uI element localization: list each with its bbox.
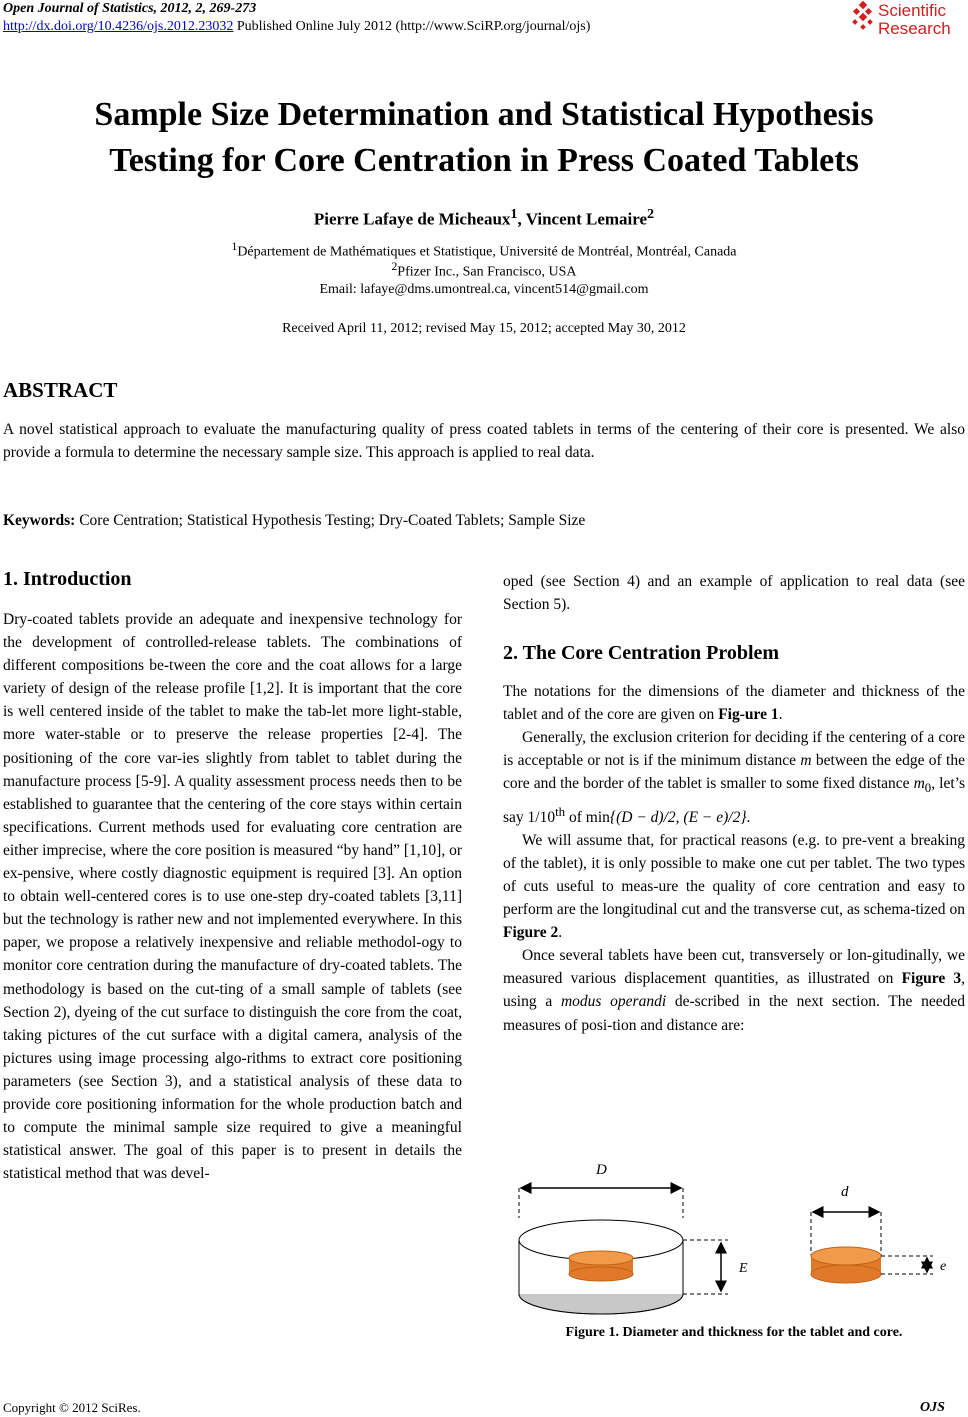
journal-header — [3, 1, 256, 17]
affiliation-2 — [0, 260, 968, 281]
s2-paragraph-2 — [503, 726, 965, 829]
s2-p3-text: We will assume that, for practical reasons (e.g. to pre-vent a breaking of the tablet), it is only possible to make one cut per tablet. The two types of cuts useful to meas-ure the quality of core centration and easy to perform are the longitudinal cut and the transverse cut, as schema-tized on — [503, 831, 965, 919]
modus-operandi: modus operandi — [560, 993, 667, 1011]
th-sup: th — [555, 803, 566, 819]
aff2-sup: 2 — [391, 260, 398, 273]
paper-title — [0, 92, 968, 184]
email: Email: lafaye@dms.umontreal.ca, vincent514@gmail.com — [319, 282, 649, 297]
section-2-body — [503, 680, 965, 1037]
published-info: Published Online July 2012 (http://www.SciRP.org/journal/ojs) — [233, 19, 591, 34]
s2-paragraph-4 — [503, 944, 965, 1036]
logo-text-scientific: Scientific — [878, 1, 947, 20]
label-D: D — [596, 1162, 607, 1178]
affiliation-1 — [0, 240, 968, 261]
keywords-label: Keywords: — [3, 512, 76, 529]
s2-p4-text-b: , using a — [503, 970, 966, 1011]
author-2: Vincent Lemaire — [525, 209, 648, 229]
s2-p4-text-c: de-scribed in the next section. The needed measures of posi-tion and distance are: — [503, 993, 966, 1034]
keywords — [3, 512, 585, 530]
aff1-text: Département de Mathématiques et Statistique, Université de Montréal, Montréal, Canada — [237, 244, 737, 260]
journal-abbr: OJS — [920, 1400, 945, 1415]
aff1-sup: 1 — [231, 240, 238, 253]
s2-p2-text-d: of min — [565, 808, 610, 826]
s2-p1-text: The notations for the dimensions of the diameter and thickness of the tablet and of the core are given on — [503, 683, 965, 724]
author-2-sup: 2 — [647, 206, 655, 222]
figure-2-ref: Figure 2 — [503, 924, 559, 942]
title-line-1: Sample Size Determination and Statistical Hypothesis — [94, 96, 874, 133]
authors — [0, 206, 968, 230]
figure-1 — [503, 1148, 965, 1323]
dates-line: Received April 11, 2012; revised May 15, 2012; accepted May 30, 2012 — [282, 321, 686, 336]
figure-1-caption: Figure 1. Diameter and thickness for the tablet and core. — [565, 1325, 903, 1340]
section-2-heading: 2. The Core Centration Problem — [503, 642, 780, 664]
math-m0: m — [913, 775, 925, 793]
label-E: E — [739, 1261, 748, 1276]
doi-link[interactable]: http://dx.doi.org/10.4236/ojs.2012.23032 — [3, 19, 234, 34]
keywords-text: Core Centration; Statistical Hypothesis Testing; Dry-Coated Tablets; Sample Size — [75, 512, 586, 529]
math-m0-sub: 0 — [924, 780, 932, 796]
logo-mark-icon — [850, 0, 876, 40]
figure-3-ref: Figure 3 — [901, 970, 962, 988]
s2-p3-end: . — [558, 924, 563, 942]
aff2-text: Pfizer Inc., San Francisco, USA — [397, 264, 577, 280]
math-formula: {(D − d)/2, (E − e)/2} — [609, 808, 747, 826]
figure-1-illustration — [503, 1148, 965, 1323]
s2-p2-text-b: between the edge of the core and the border of the tablet is smaller to some fixed distance — [503, 752, 965, 793]
abstract-text: A novel statistical approach to evaluate the manufacturing quality of press coated tablets in terms of the centering of their core is presented. We also provide a formula to determine the necessary sample size. This approach is applied to real data. — [3, 421, 965, 461]
s2-paragraph-3 — [503, 829, 965, 944]
section-1-continuation: oped (see Section 4) and an example of application to real data (see Section 5). — [503, 573, 965, 614]
copyright: Copyright © 2012 SciRes. — [3, 1400, 141, 1415]
section-1-text: Dry-coated tablets provide an adequate and inexpensive technology for the development of controlled-release tablets. The combinations of different compositions be-tween the core and the coat allows for a large variety of design of the release profile [1,2]. It is important that the core is well centered inside of the tablet to make the tab-let more light-stable, more water-stable or to preserve the release properties [2-4]. The positioning of the core var-ies slightly from tablet to tablet during the manufacture process [5-9]. A quality assessment process needs then to be established to guarantee that the centering of the core stays within certain specifications. Current methods used for evaluating core centration are either imprecise, where the core position is measured “by hand” [1,10], or ex-pensive, where costly diagnostic equipment is required [3]. An option to obtain well-centered cores is to use one-step dry-coated tablets [3,11] but the technology is rather new and not implemented everywhere. In this paper, we propose a relatively inexpensive and reliable methodol-ogy to monitor core centration during the manufacture of dry-coated tablets. The methodology is based on the cut-ting of a small sample of tablets (see Section 2), dyeing of the cut surface to distinguish the core from the coat, taking pictures of the cut surface with a digital camera, analysis of the pictures using image processing algo-rithms to extract core positioning parameters (see Section 3), and a statistical analysis of these data to provide core positioning information for the whole production batch and to compute the minimal sample size required to give a meaningful statistical answer. The goal of this paper is to present in details the statistical method that was devel- — [3, 611, 462, 1183]
label-e: e — [940, 1259, 947, 1274]
abstract-heading: ABSTRACT — [3, 378, 118, 402]
label-d: d — [841, 1184, 849, 1200]
section-1-heading: 1. Introduction — [3, 568, 132, 590]
core-drawing — [811, 1212, 933, 1283]
s2-p4-text: Once several tablets have been cut, transversely or lon-gitudinally, we measured various displacement quantities, as illustrated on — [503, 947, 965, 988]
title-line-2: Testing for Core Centration in Press Coated Tablets — [109, 142, 859, 179]
s2-paragraph-1 — [503, 680, 965, 726]
author-1: Pierre Lafaye de Micheaux — [313, 209, 511, 229]
math-m: m — [800, 752, 812, 770]
tablet-drawing — [519, 1188, 728, 1314]
author-sep: , — [517, 209, 526, 229]
journal-name: Open Journal of Statistics — [3, 1, 154, 16]
figure-1-ref: Fig-ure 1 — [718, 706, 779, 724]
s2-p2-text: Generally, the exclusion criterion for deciding if the centering of a core is acceptable or not is if the minimum distance — [503, 729, 965, 770]
s2-p1-end: . — [778, 706, 783, 724]
journal-volume: , 2012, 2, 269-273 — [153, 1, 257, 16]
s2-p2-text-c: , let’s say 1/10 — [503, 775, 965, 826]
logo-text-research: Research — [878, 19, 951, 38]
publisher-logo — [850, 0, 968, 42]
doi-line — [3, 19, 590, 35]
s2-p2-end: . — [746, 808, 751, 826]
author-1-sup: 1 — [510, 206, 518, 222]
